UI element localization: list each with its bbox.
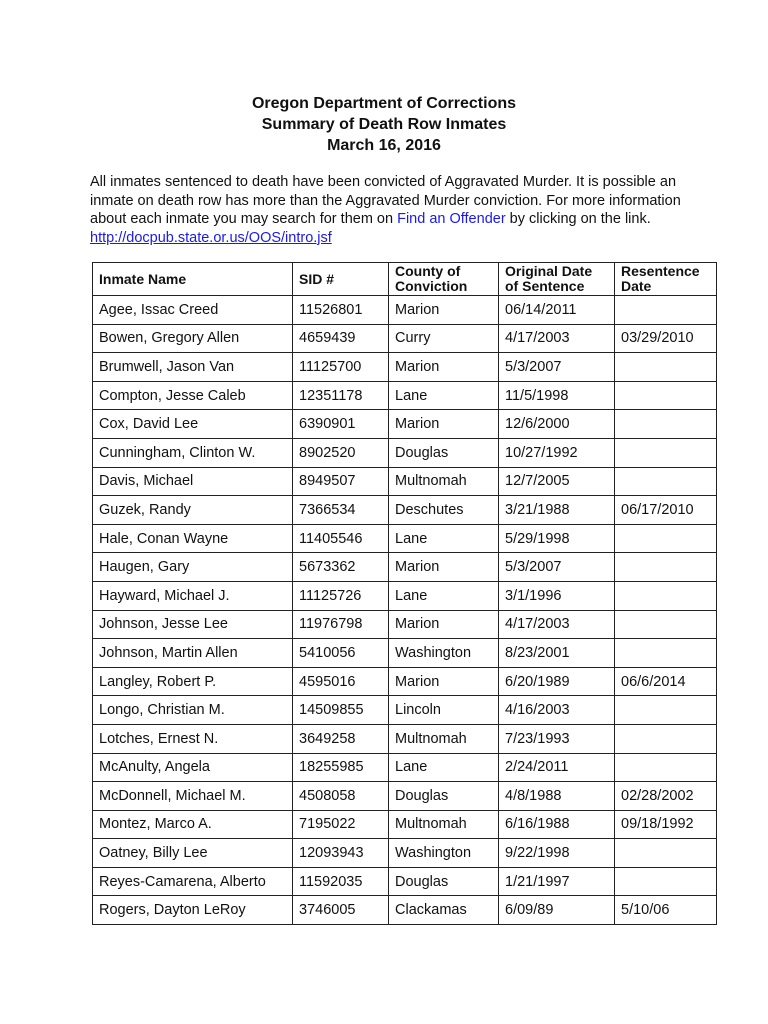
table-row bbox=[93, 381, 717, 410]
resentence-date-cell: 03/29/2010 bbox=[615, 324, 717, 353]
resentence-date-cell bbox=[615, 639, 717, 668]
sid-cell: 3746005 bbox=[293, 896, 389, 925]
county-cell: Douglas bbox=[389, 438, 499, 467]
county-cell: Curry bbox=[389, 324, 499, 353]
find-offender-link[interactable]: Find an Offender bbox=[397, 211, 506, 227]
table-row bbox=[93, 324, 717, 353]
inmate-name-cell: Oatney, Billy Lee bbox=[93, 839, 293, 868]
county-cell: Lincoln bbox=[389, 696, 499, 725]
inmate-name-cell: Langley, Robert P. bbox=[93, 667, 293, 696]
original-date-cell: 3/21/1988 bbox=[499, 496, 615, 525]
document-title: Oregon Department of Corrections bbox=[251, 95, 517, 112]
sid-cell: 14509855 bbox=[293, 696, 389, 725]
inmate-name-cell: Montez, Marco A. bbox=[93, 810, 293, 839]
county-cell: Marion bbox=[389, 296, 499, 325]
resentence-date-cell: 5/10/06 bbox=[615, 896, 717, 925]
inmate-name-cell: Rogers, Dayton LeRoy bbox=[93, 896, 293, 925]
original-date-cell: 4/17/2003 bbox=[499, 324, 615, 353]
table-row bbox=[93, 496, 717, 525]
resentence-date-cell bbox=[615, 296, 717, 325]
original-date-cell: 8/23/2001 bbox=[499, 639, 615, 668]
resentence-date-cell bbox=[615, 553, 717, 582]
resentence-header-line-2: Date bbox=[621, 278, 652, 294]
table-row bbox=[93, 610, 717, 639]
resentence-date-cell bbox=[615, 410, 717, 439]
document-date: March 16, 2016 bbox=[327, 137, 441, 154]
county-header-line-1: County of bbox=[395, 263, 461, 279]
original-date-cell: 1/21/1997 bbox=[499, 867, 615, 896]
sid-cell: 12351178 bbox=[293, 381, 389, 410]
sid-cell: 7366534 bbox=[293, 496, 389, 525]
column-header-original-date bbox=[499, 263, 615, 296]
original-date-cell: 10/27/1992 bbox=[499, 438, 615, 467]
oos-url-link[interactable]: http://docpub.state.or.us/OOS/intro.jsf bbox=[90, 229, 332, 246]
original-date-cell: 4/16/2003 bbox=[499, 696, 615, 725]
county-cell: Douglas bbox=[389, 782, 499, 811]
inmate-name-cell: Longo, Christian M. bbox=[93, 696, 293, 725]
inmate-name-cell: Cunningham, Clinton W. bbox=[93, 438, 293, 467]
sid-cell: 8949507 bbox=[293, 467, 389, 496]
resentence-date-cell: 06/6/2014 bbox=[615, 667, 717, 696]
intro-line-3-before: about each inmate you may search for them on bbox=[90, 211, 398, 227]
county-cell: Multnomah bbox=[389, 724, 499, 753]
original-date-cell: 5/3/2007 bbox=[499, 553, 615, 582]
original-date-cell: 7/23/1993 bbox=[499, 724, 615, 753]
inmate-name-cell: Agee, Issac Creed bbox=[93, 296, 293, 325]
county-header-line-2: Conviction bbox=[395, 278, 468, 294]
county-cell: Multnomah bbox=[389, 467, 499, 496]
table-row bbox=[93, 839, 717, 868]
resentence-date-cell: 02/28/2002 bbox=[615, 782, 717, 811]
original-header-line-2: of Sentence bbox=[505, 278, 585, 294]
inmate-name-cell: Hale, Conan Wayne bbox=[93, 524, 293, 553]
resentence-header-line-1: Resentence bbox=[621, 263, 700, 279]
intro-paragraph bbox=[90, 173, 730, 247]
resentence-date-cell bbox=[615, 581, 717, 610]
county-cell: Marion bbox=[389, 667, 499, 696]
inmate-name-cell: Brumwell, Jason Van bbox=[93, 353, 293, 382]
original-date-cell: 6/20/1989 bbox=[499, 667, 615, 696]
sid-cell: 8902520 bbox=[293, 438, 389, 467]
original-date-cell: 5/29/1998 bbox=[499, 524, 615, 553]
table-row bbox=[93, 667, 717, 696]
inmate-name-cell: Johnson, Martin Allen bbox=[93, 639, 293, 668]
county-cell: Marion bbox=[389, 610, 499, 639]
original-date-cell: 6/16/1988 bbox=[499, 810, 615, 839]
intro-line-2: inmate on death row has more than the Aggravated Murder conviction. For more information bbox=[90, 192, 681, 209]
original-date-cell: 5/3/2007 bbox=[499, 353, 615, 382]
sid-cell: 11592035 bbox=[293, 867, 389, 896]
column-header-inmate-name: Inmate Name bbox=[93, 263, 293, 296]
county-cell: Washington bbox=[389, 839, 499, 868]
table-row bbox=[93, 896, 717, 925]
table-row bbox=[93, 353, 717, 382]
resentence-date-cell bbox=[615, 438, 717, 467]
county-cell: Lane bbox=[389, 753, 499, 782]
table-row bbox=[93, 810, 717, 839]
column-header-resentence-date bbox=[615, 263, 717, 296]
original-date-cell: 3/1/1996 bbox=[499, 581, 615, 610]
intro-line-1: All inmates sentenced to death have been convicted of Aggravated Murder. It is possible an bbox=[90, 174, 677, 190]
county-cell: Marion bbox=[389, 553, 499, 582]
inmate-name-cell: Reyes-Camarena, Alberto bbox=[93, 867, 293, 896]
column-header-sid: SID # bbox=[293, 263, 389, 296]
county-cell: Marion bbox=[389, 353, 499, 382]
inmate-name-cell: Lotches, Ernest N. bbox=[93, 724, 293, 753]
original-date-cell: 11/5/1998 bbox=[499, 381, 615, 410]
table-header-row bbox=[93, 263, 717, 296]
intro-line-3-after: by clicking on the link. bbox=[505, 211, 651, 227]
resentence-date-cell bbox=[615, 524, 717, 553]
original-date-cell: 4/8/1988 bbox=[499, 782, 615, 811]
table-row bbox=[93, 438, 717, 467]
resentence-date-cell bbox=[615, 381, 717, 410]
table-row bbox=[93, 553, 717, 582]
sid-cell: 5673362 bbox=[293, 553, 389, 582]
original-header-line-1: Original Date bbox=[505, 263, 593, 279]
sid-cell: 11125726 bbox=[293, 581, 389, 610]
county-cell: Lane bbox=[389, 581, 499, 610]
original-date-cell: 06/14/2011 bbox=[499, 296, 615, 325]
original-date-cell: 2/24/2011 bbox=[499, 753, 615, 782]
sid-cell: 12093943 bbox=[293, 839, 389, 868]
resentence-date-cell bbox=[615, 610, 717, 639]
table-row bbox=[93, 410, 717, 439]
table-row bbox=[93, 753, 717, 782]
inmate-name-cell: Bowen, Gregory Allen bbox=[93, 324, 293, 353]
sid-cell: 3649258 bbox=[293, 724, 389, 753]
original-date-cell: 12/6/2000 bbox=[499, 410, 615, 439]
original-date-cell: 9/22/1998 bbox=[499, 839, 615, 868]
sid-cell: 4508058 bbox=[293, 782, 389, 811]
original-date-cell: 4/17/2003 bbox=[499, 610, 615, 639]
resentence-date-cell bbox=[615, 467, 717, 496]
sid-cell: 18255985 bbox=[293, 753, 389, 782]
intro-line-4 bbox=[90, 229, 730, 248]
inmates-table bbox=[92, 262, 717, 925]
table-row bbox=[93, 639, 717, 668]
sid-cell: 4595016 bbox=[293, 667, 389, 696]
inmate-name-cell: McDonnell, Michael M. bbox=[93, 782, 293, 811]
inmate-name-cell: Davis, Michael bbox=[93, 467, 293, 496]
county-cell: Deschutes bbox=[389, 496, 499, 525]
county-cell: Clackamas bbox=[389, 896, 499, 925]
table-row bbox=[93, 696, 717, 725]
table-row bbox=[93, 724, 717, 753]
sid-cell: 5410056 bbox=[293, 639, 389, 668]
inmate-name-cell: Cox, David Lee bbox=[93, 410, 293, 439]
sid-cell: 4659439 bbox=[293, 324, 389, 353]
inmate-name-cell: McAnulty, Angela bbox=[93, 753, 293, 782]
table-row bbox=[93, 296, 717, 325]
table-row bbox=[93, 867, 717, 896]
inmate-name-cell: Hayward, Michael J. bbox=[93, 581, 293, 610]
county-cell: Douglas bbox=[389, 867, 499, 896]
sid-cell: 6390901 bbox=[293, 410, 389, 439]
resentence-date-cell bbox=[615, 867, 717, 896]
sid-cell: 7195022 bbox=[293, 810, 389, 839]
county-cell: Marion bbox=[389, 410, 499, 439]
county-cell: Lane bbox=[389, 381, 499, 410]
county-cell: Lane bbox=[389, 524, 499, 553]
original-date-cell: 6/09/89 bbox=[499, 896, 615, 925]
inmate-name-cell: Johnson, Jesse Lee bbox=[93, 610, 293, 639]
resentence-date-cell bbox=[615, 753, 717, 782]
inmate-name-cell: Guzek, Randy bbox=[93, 496, 293, 525]
table-row bbox=[93, 782, 717, 811]
document-subtitle: Summary of Death Row Inmates bbox=[261, 116, 507, 133]
resentence-date-cell bbox=[615, 353, 717, 382]
table-row bbox=[93, 524, 717, 553]
sid-cell: 11976798 bbox=[293, 610, 389, 639]
resentence-date-cell bbox=[615, 724, 717, 753]
resentence-date-cell: 06/17/2010 bbox=[615, 496, 717, 525]
sid-cell: 11125700 bbox=[293, 353, 389, 382]
original-date-cell: 12/7/2005 bbox=[499, 467, 615, 496]
resentence-date-cell bbox=[615, 696, 717, 725]
intro-line-3 bbox=[90, 210, 730, 229]
inmate-name-cell: Compton, Jesse Caleb bbox=[93, 381, 293, 410]
resentence-date-cell bbox=[615, 839, 717, 868]
column-header-county bbox=[389, 263, 499, 296]
table-row bbox=[93, 581, 717, 610]
sid-cell: 11405546 bbox=[293, 524, 389, 553]
table-body bbox=[93, 296, 717, 925]
county-cell: Washington bbox=[389, 639, 499, 668]
sid-cell: 11526801 bbox=[293, 296, 389, 325]
table-row bbox=[93, 467, 717, 496]
county-cell: Multnomah bbox=[389, 810, 499, 839]
resentence-date-cell: 09/18/1992 bbox=[615, 810, 717, 839]
inmate-name-cell: Haugen, Gary bbox=[93, 553, 293, 582]
